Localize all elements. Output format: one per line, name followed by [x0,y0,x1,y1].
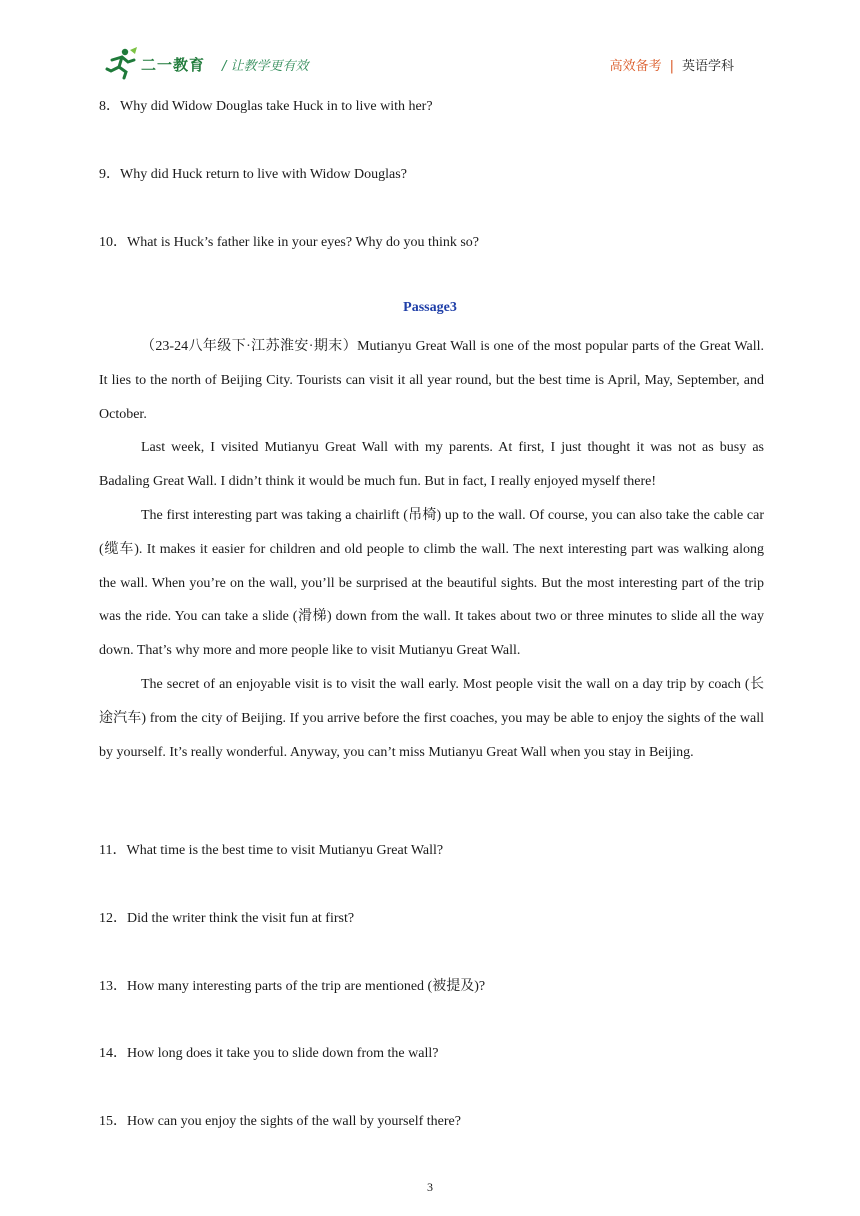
running-figure-logo-icon [104,46,138,80]
question-8: 8．Why did Widow Douglas take Huck in to live with her? [99,99,433,114]
page-number: 3 [427,1180,433,1194]
question-15: 15．How can you enjoy the sights of the wall by yourself there? [99,1114,461,1129]
logo-text: 二一教育 [141,56,206,74]
passage-body [99,330,764,769]
header-slogan: / 让教学更有效 [222,59,309,74]
question-9: 9．Why did Huck return to live with Widow Douglas? [99,167,407,182]
passage-paragraph-4: The secret of an enjoyable visit is to visit the wall early. Most people visit the wall on a day trip by coach (长途汽车) from the city of Beijing. If you arrive before the first coaches, you may be able to enjoy the sights of the wall by yourself. It’s really wonderful. Anyway, you can’t miss Mutianyu Great Wall when you stay in Beijing. [99,676,764,760]
passage-paragraph-1: （23-24八年级下·江苏淮安·期末）Mutianyu Great Wall is one of the most popular parts of the Great Wall. It lies to the north of Beijing City. Tourists can visit it all year round, but the best time is April, May, September, and October. [99,339,764,422]
header-tag-subject: 英语学科 [681,59,734,74]
passage-paragraph-2: Last week, I visited Mutianyu Great Wall with my parents. At first, I just thought it was not as busy as Badaling Great Wall. I didn’t think it would be much fun. But in fact, I really enjoyed myself there! [99,440,764,490]
question-13: 13．How many interesting parts of the trip are mentioned (被提及)? [99,979,486,994]
header-tag-exam: 高效备考 [609,59,662,74]
header-separator: | [669,59,674,74]
header-right [610,55,734,74]
question-10: 10．What is Huck’s father like in your eyes? Why do you think so? [99,235,479,250]
passage-title: Passage3 [403,300,457,315]
passage-paragraph-3: The first interesting part was taking a chairlift (吊椅) up to the wall. Of course, you can also take the cable car (缆车). It makes it easier for children and old people to climb the wall. The next interesting part was walking along the wall. When you’re on the wall, you’ll be surprised at the beautiful sights. But the most interesting part of the trip was the ride. You can take a slide (滑梯) down from the wall. It takes about two or three minutes to slide all the way down. That’s why more and more people like to visit Mutianyu Great Wall. [99,507,764,659]
question-11: 11．What time is the best time to visit Mutianyu Great Wall? [99,843,444,858]
question-14: 14．How long does it take you to slide down from the wall? [99,1046,439,1061]
page-header [0,0,860,84]
question-12: 12．Did the writer think the visit fun at first? [99,911,355,926]
